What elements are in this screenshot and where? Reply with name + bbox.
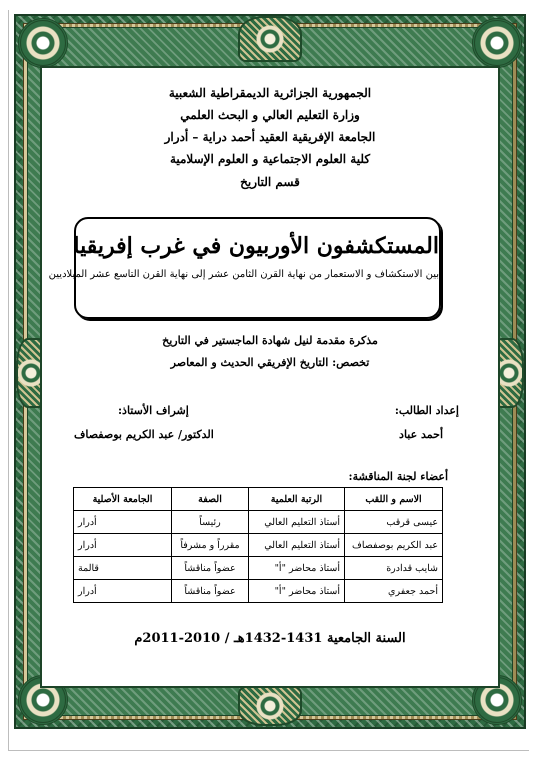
member-university: قالمة [74,557,172,580]
column-header-rank: الرتبة العلمية [249,488,345,511]
header-republic: الجمهورية الجزائرية الديمقراطية الشعبية [168,86,372,100]
top-medallion-icon [238,16,302,62]
thesis-title-box [48,217,441,319]
committee-label: أعضاء لجنة المناقشة: [348,470,448,483]
member-university: أدرار [74,580,172,603]
corner-ornament-icon [18,18,68,68]
member-name: عيسى قرقب [345,511,443,534]
header-university: الجامعة الإفريقية العقيد أحمد دراية – أدرار [164,130,376,144]
committee-table [73,487,443,603]
member-rank: أستاذ محاضر "أ" [249,557,345,580]
column-header-role: الصفة [172,488,249,511]
supervisor-label: إشراف الأستاذ: [118,404,189,417]
member-university: أدرار [74,534,172,557]
member-rank: أستاذ التعليم العالي [249,534,345,557]
table-row [74,580,443,603]
header-faculty: كلية العلوم الاجتماعية و العلوم الإسلامية [169,152,371,166]
table-header-row [74,488,443,511]
member-name: شايب قدادرة [345,557,443,580]
thesis-specialty: تخصص: التاريخ الإفريقي الحديث و المعاصر [170,356,370,369]
member-name: عبد الكريم بوصفصاف [345,534,443,557]
header-department: قسم التاريخ [240,175,300,189]
thesis-subtitle: بين الاستكشاف و الاستعمار من نهاية القرن الثامن عشر إلى نهاية القرن التاسع عشر الميلاديين [48,269,439,280]
bottom-medallion-icon [238,686,302,726]
member-role: رئيساً [172,511,249,534]
academic-year: السنة الجامعية 1431-1432هـ / 2010-2011م [134,631,406,646]
table-row [74,557,443,580]
member-role: عضواً مناقشاً [172,557,249,580]
table-row [74,511,443,534]
member-name: أحمد جعفري [345,580,443,603]
member-rank: أستاذ محاضر "أ" [249,580,345,603]
student-name: أحمد عباد [399,428,443,441]
thesis-purpose: مذكرة مقدمة لنيل شهادة الماجستير في التاريخ [162,334,378,347]
column-header-university: الجامعة الأصلية [74,488,172,511]
header-ministry: وزارة التعليم العالي و البحث العلمي [180,108,360,122]
supervisor-name: الدكتور/ عبد الكريم بوصفصاف [74,428,214,441]
member-role: عضواً مناقشاً [172,580,249,603]
column-header-name: الاسم و اللقب [345,488,443,511]
thesis-title: المستكشفون الأوربيون في غرب إفريقيا [73,233,439,259]
table-row [74,534,443,557]
corner-ornament-icon [472,18,522,68]
student-label: إعداد الطالب: [394,404,459,417]
member-university: أدرار [74,511,172,534]
member-role: مقرراً و مشرفاً [172,534,249,557]
member-rank: أستاذ التعليم العالي [249,511,345,534]
